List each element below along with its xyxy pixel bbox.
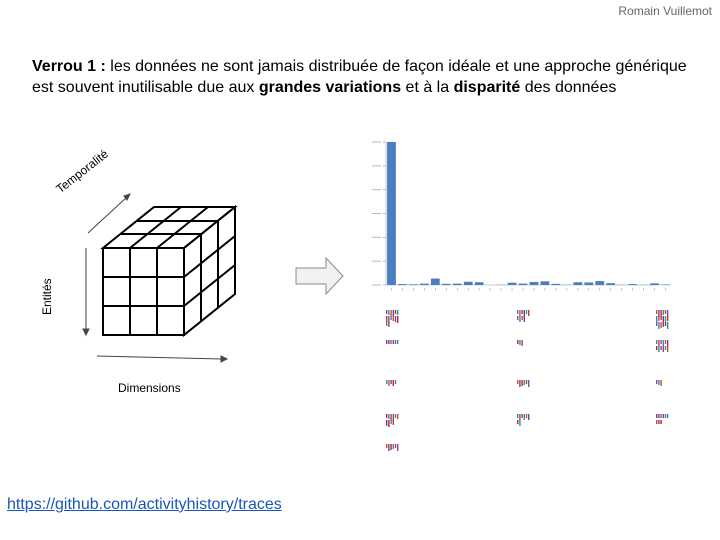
chart-mini-trace: [526, 380, 527, 384]
chart-mini-trace: [388, 322, 389, 327]
distribution-chart: [364, 138, 676, 468]
chart-bar: [453, 284, 462, 285]
data-cube: [103, 207, 235, 335]
slide-headline: [32, 56, 692, 98]
chart-mini-trace: [658, 322, 659, 329]
dimensions-label: Dimensions: [118, 381, 181, 395]
chart-bar: [650, 283, 659, 285]
chart-mini-trace: [660, 380, 661, 386]
chart-mini-trace: [395, 316, 396, 322]
chart-bar: [584, 282, 593, 285]
chart-mini-trace: [390, 340, 391, 344]
chart-mini-trace: [393, 414, 394, 421]
chart-mini-trace: [517, 316, 518, 320]
chart-mini-trace: [521, 310, 522, 314]
headline-text-3: des données: [520, 79, 617, 96]
chart-bar: [552, 284, 561, 285]
chart-mini-trace: [388, 420, 389, 427]
chart-mini-trace: [524, 316, 525, 322]
chart-mini-trace: [663, 414, 664, 418]
chart-mini-trace: [658, 316, 659, 321]
chart-mini-trace: [660, 414, 661, 418]
chart-mini-trace: [390, 420, 391, 424]
chart-mini-trace: [388, 340, 389, 344]
chart-bar: [595, 281, 604, 285]
chart-bar: [606, 283, 615, 285]
chart-mini-trace: [663, 322, 664, 327]
chart-mini-trace: [388, 380, 389, 386]
chart-bar: [508, 283, 517, 285]
chart-mini-trace: [665, 322, 666, 326]
transition-arrow: [296, 258, 343, 294]
chart-mini-trace: [397, 444, 398, 451]
chart-mini-trace: [386, 316, 387, 322]
chart-mini-trace: [665, 316, 666, 322]
temporality-arrow: [88, 197, 127, 233]
chart-mini-trace: [386, 444, 387, 448]
chart-mini-trace: [395, 340, 396, 344]
chart-mini-trace: [397, 414, 398, 419]
chart-mini-trace: [388, 444, 389, 451]
chart-mini-trace: [390, 316, 391, 320]
chart-mini-trace: [658, 310, 659, 317]
chart-bar: [387, 142, 396, 285]
chart-mini-trace: [390, 444, 391, 450]
chart-mini-trace: [660, 420, 661, 424]
chart-mini-trace: [667, 346, 668, 352]
chart-mini-trace: [656, 420, 657, 424]
chart-mini-trace: [386, 310, 387, 314]
chart-mini-trace: [656, 346, 657, 350]
chart-mini-trace: [517, 340, 518, 344]
chart-mini-trace: [519, 414, 520, 420]
chart-bar: [431, 279, 440, 285]
chart-mini-trace: [519, 316, 520, 322]
chart-mini-trace: [658, 380, 659, 385]
chart-bar: [530, 282, 539, 285]
chart-bar: [398, 284, 407, 285]
chart-mini-trace: [658, 340, 659, 346]
entities-label: Entités: [40, 278, 54, 315]
chart-bar: [464, 282, 473, 285]
chart-mini-trace: [386, 380, 387, 384]
headline-bold-disparity: disparité: [453, 79, 521, 96]
author-name: Romain Vuillemot: [618, 4, 712, 18]
chart-mini-trace: [524, 414, 525, 420]
chart-mini-trace: [388, 414, 389, 419]
chart-mini-trace: [521, 380, 522, 386]
chart-mini-trace: [667, 340, 668, 346]
chart-mini-trace: [517, 414, 518, 418]
chart-mini-trace: [521, 414, 522, 418]
chart-mini-trace: [517, 310, 518, 314]
chart-mini-trace: [660, 322, 661, 328]
chart-mini-trace: [660, 346, 661, 350]
chart-mini-trace: [517, 380, 518, 384]
chart-mini-trace: [395, 414, 396, 418]
headline-lead: Verrou 1 :: [32, 58, 106, 75]
chart-mini-trace: [519, 420, 520, 426]
chart-mini-trace: [390, 310, 391, 316]
chart-mini-trace: [656, 414, 657, 418]
chart-bar: [420, 284, 429, 285]
chart-mini-trace: [395, 444, 396, 448]
chart-mini-trace: [388, 310, 389, 315]
chart-bar: [475, 282, 484, 285]
chart-mini-trace: [663, 310, 664, 315]
chart-mini-trace: [397, 340, 398, 344]
chart-mini-trace: [665, 414, 666, 418]
chart-mini-trace: [656, 380, 657, 384]
chart-mini-trace: [393, 420, 394, 425]
chart-mini-trace: [393, 316, 394, 321]
chart-mini-trace: [667, 310, 668, 317]
headline-text-1: les données ne sont jamais distribuée de façon idéale et une approche générique est souvent inutilisable due aux: [32, 58, 687, 96]
chart-mini-trace: [658, 414, 659, 418]
chart-mini-trace: [528, 310, 529, 316]
chart-mini-trace: [526, 414, 527, 418]
chart-bar: [442, 284, 451, 285]
chart-mini-trace: [667, 322, 668, 329]
chart-mini-trace: [519, 380, 520, 387]
chart-mini-trace: [665, 340, 666, 344]
chart-mini-trace: [388, 316, 389, 323]
chart-mini-trace: [660, 340, 661, 344]
chart-mini-trace: [658, 420, 659, 424]
chart-bar: [628, 284, 637, 285]
chart-mini-trace: [393, 444, 394, 449]
chart-mini-trace: [524, 380, 525, 385]
headline-bold-variations: grandes variations: [258, 79, 402, 96]
chart-mini-trace: [526, 310, 527, 314]
chart-mini-trace: [663, 340, 664, 346]
chart-mini-trace: [660, 316, 661, 320]
chart-mini-trace: [665, 346, 666, 350]
headline-text-2: et à la: [401, 79, 454, 96]
chart-mini-trace: [660, 310, 661, 316]
chart-mini-trace: [386, 340, 387, 344]
github-link[interactable]: https://github.com/activityhistory/traces: [7, 496, 282, 513]
chart-bar: [573, 282, 582, 285]
chart-mini-trace: [393, 340, 394, 344]
chart-mini-trace: [390, 414, 391, 420]
chart-mini-trace: [519, 340, 520, 345]
chart-mini-trace: [667, 414, 668, 418]
chart-mini-trace: [395, 380, 396, 384]
chart-mini-trace: [524, 310, 525, 316]
chart-mini-trace: [528, 414, 529, 420]
chart-mini-trace: [386, 414, 387, 418]
chart-mini-trace: [667, 316, 668, 321]
chart-mini-trace: [517, 420, 518, 424]
chart-mini-trace: [656, 322, 657, 326]
chart-mini-trace: [663, 346, 664, 352]
chart-mini-trace: [386, 420, 387, 426]
chart-mini-trace: [393, 380, 394, 386]
chart-mini-trace: [521, 340, 522, 346]
chart-bar: [541, 281, 550, 285]
chart-mini-trace: [397, 316, 398, 323]
chart-mini-trace: [397, 310, 398, 315]
chart-bar: [409, 284, 418, 285]
chart-mini-trace: [656, 340, 657, 344]
temporality-label: Temporalité: [53, 146, 111, 196]
chart-mini-trace: [395, 310, 396, 314]
chart-mini-trace: [528, 380, 529, 387]
chart-mini-trace: [386, 322, 387, 326]
chart-mini-trace: [658, 346, 659, 352]
chart-mini-trace: [656, 310, 657, 314]
chart-mini-trace: [519, 310, 520, 316]
chart-mini-trace: [393, 310, 394, 317]
chart-bar: [519, 284, 528, 285]
chart-mini-trace: [663, 316, 664, 323]
chart-mini-trace: [656, 316, 657, 322]
dimensions-arrow: [97, 356, 222, 359]
chart-mini-trace: [521, 316, 522, 320]
chart-mini-trace: [665, 310, 666, 314]
chart-mini-trace: [390, 380, 391, 384]
distribution-chart-svg: [364, 138, 676, 468]
